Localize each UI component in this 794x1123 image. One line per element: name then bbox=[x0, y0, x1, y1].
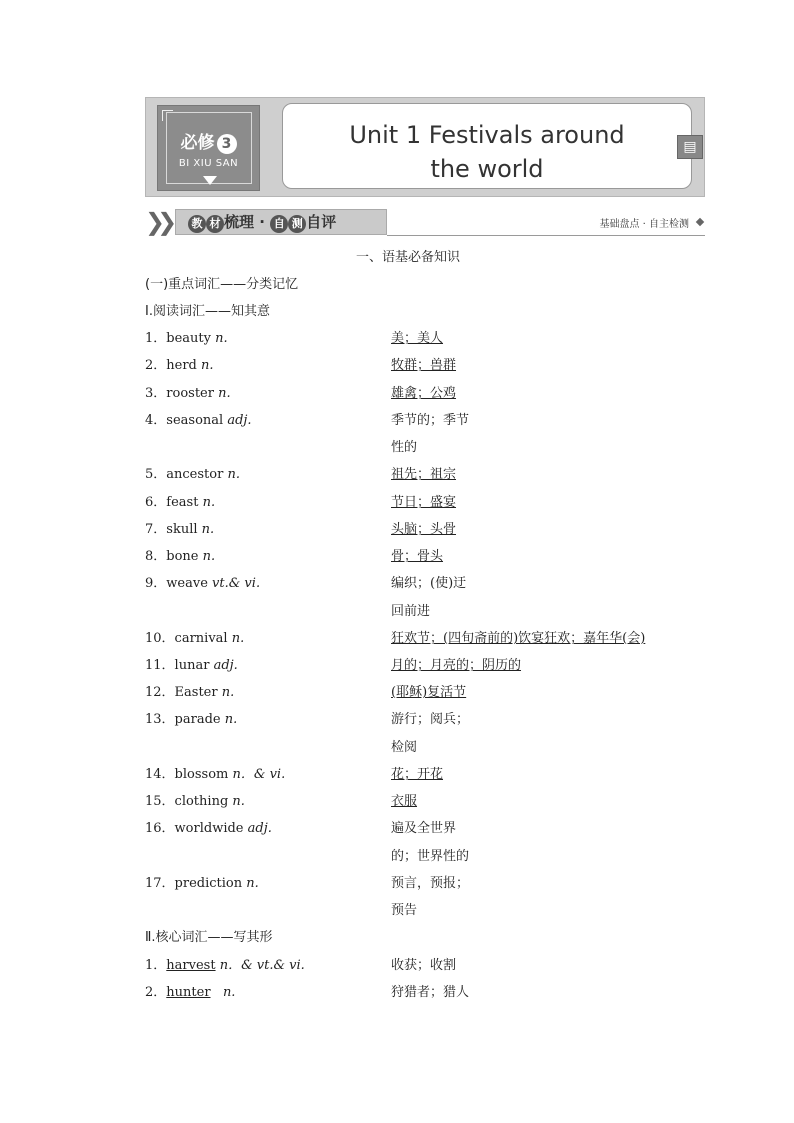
vocab-meaning-cont: 性的 bbox=[391, 440, 418, 455]
core-row: 2．hunter n. bbox=[145, 985, 236, 1000]
vocab-meaning: 季节的；季节 bbox=[391, 413, 470, 428]
unit-title-line-2: the world bbox=[430, 155, 544, 183]
section-title bbox=[175, 209, 387, 235]
vocab-meaning: 遍及全世界 bbox=[391, 821, 457, 836]
vocab-meaning: 游行；阅兵； bbox=[391, 712, 470, 727]
badge-pinyin: BI XIU SAN bbox=[178, 158, 239, 169]
vocab-row: 10．carnival n. bbox=[145, 631, 245, 646]
unit-title-line-1: Unit 1 Festivals around bbox=[349, 121, 625, 149]
double-chevron-icon: ❯❯ bbox=[145, 208, 170, 236]
vocab-row: 1．beauty n. bbox=[145, 331, 228, 346]
down-triangle-icon bbox=[203, 176, 217, 185]
vocab-row: 13．parade n. bbox=[145, 712, 238, 727]
badge-label bbox=[158, 128, 259, 154]
section-subtitle: 基础盘点 · 自主检测 bbox=[599, 219, 689, 230]
badge-text: 必修 bbox=[180, 133, 215, 153]
unit-banner bbox=[145, 97, 705, 197]
vocab-meaning: 预言，预报； bbox=[391, 876, 470, 891]
vocab-row: 12．Easter n. bbox=[145, 685, 235, 700]
book-search-icon[interactable]: ▤ bbox=[677, 135, 703, 159]
vocab-row: 7．skull n. bbox=[145, 522, 215, 537]
vocab-row: 17．prediction n. bbox=[145, 876, 259, 891]
vocab-meaning: 祖先；祖宗 bbox=[391, 467, 457, 482]
diamond-icon bbox=[696, 218, 704, 226]
badge-number: 3 bbox=[217, 134, 237, 154]
section-divider bbox=[387, 235, 705, 236]
vocab-row: 8．bone n. bbox=[145, 549, 216, 564]
vocab-meaning: 美；美人 bbox=[391, 331, 444, 346]
vocab-row: 2．herd n. bbox=[145, 358, 214, 373]
vocab-meaning-cont: 回前进 bbox=[391, 604, 431, 619]
vocab-row: 5．ancestor n. bbox=[145, 467, 240, 482]
core-row: 1．harvest n．& vt.& vi. bbox=[145, 958, 305, 973]
vocab-meaning: 花；开花 bbox=[391, 767, 444, 782]
vocab-row: 4．seasonal adj. bbox=[145, 413, 252, 428]
core-meaning: 收获；收割 bbox=[391, 958, 457, 973]
vocab-meaning: 雄禽；公鸡 bbox=[391, 386, 457, 401]
sub-heading: (一)重点词汇——分类记忆 bbox=[145, 277, 299, 292]
reading-vocab-title: Ⅰ.阅读词汇——知其意 bbox=[145, 304, 270, 319]
vocab-meaning: 月的；月亮的；阴历的 bbox=[391, 658, 522, 673]
compulsory-badge bbox=[157, 105, 260, 191]
core-vocab-title: Ⅱ.核心词汇——写其形 bbox=[145, 930, 273, 945]
section-title-part: 梳理 bbox=[224, 213, 255, 231]
core-meaning: 狩猎者；猎人 bbox=[391, 985, 470, 1000]
vocab-row: 11．lunar adj. bbox=[145, 658, 238, 673]
unit-title-box bbox=[282, 103, 692, 189]
section-char-circle: 材 bbox=[206, 215, 224, 233]
vocab-row: 14．blossom n．& vi. bbox=[145, 767, 286, 782]
section-separator: · bbox=[259, 213, 265, 231]
section-char-circle: 教 bbox=[188, 215, 206, 233]
section-char-circle: 测 bbox=[288, 215, 306, 233]
vocab-meaning-cont: 的；世界性的 bbox=[391, 849, 470, 864]
section-char-circle: 自 bbox=[270, 215, 288, 233]
vocab-meaning: 节日；盛宴 bbox=[391, 495, 457, 510]
vocab-meaning-cont: 检阅 bbox=[391, 740, 418, 755]
section-title-part: 自评 bbox=[306, 213, 337, 231]
vocab-row: 6．feast n. bbox=[145, 495, 216, 510]
vocab-meaning: 狂欢节；(四旬斋前的)饮宴狂欢；嘉年华(会) bbox=[391, 631, 646, 646]
unit-title bbox=[283, 118, 691, 186]
main-heading: 一、语基必备知识 bbox=[356, 250, 461, 265]
vocab-meaning-cont: 预告 bbox=[391, 903, 418, 918]
vocab-meaning: 衣服 bbox=[391, 794, 418, 809]
vocab-row: 15．clothing n. bbox=[145, 794, 245, 809]
vocab-meaning: 编织；(使)迂 bbox=[391, 576, 467, 591]
vocab-row: 3．rooster n. bbox=[145, 386, 231, 401]
section-header bbox=[145, 207, 705, 237]
vocab-meaning: 骨；骨头 bbox=[391, 549, 444, 564]
badge-corner-decoration bbox=[162, 110, 173, 121]
vocab-meaning: 头脑；头骨 bbox=[391, 522, 457, 537]
vocab-row: 16．worldwide adj. bbox=[145, 821, 272, 836]
vocab-row: 9．weave vt.& vi. bbox=[145, 576, 261, 591]
vocab-meaning: 牧群；兽群 bbox=[391, 358, 457, 373]
vocab-meaning: (耶稣)复活节 bbox=[391, 685, 467, 700]
